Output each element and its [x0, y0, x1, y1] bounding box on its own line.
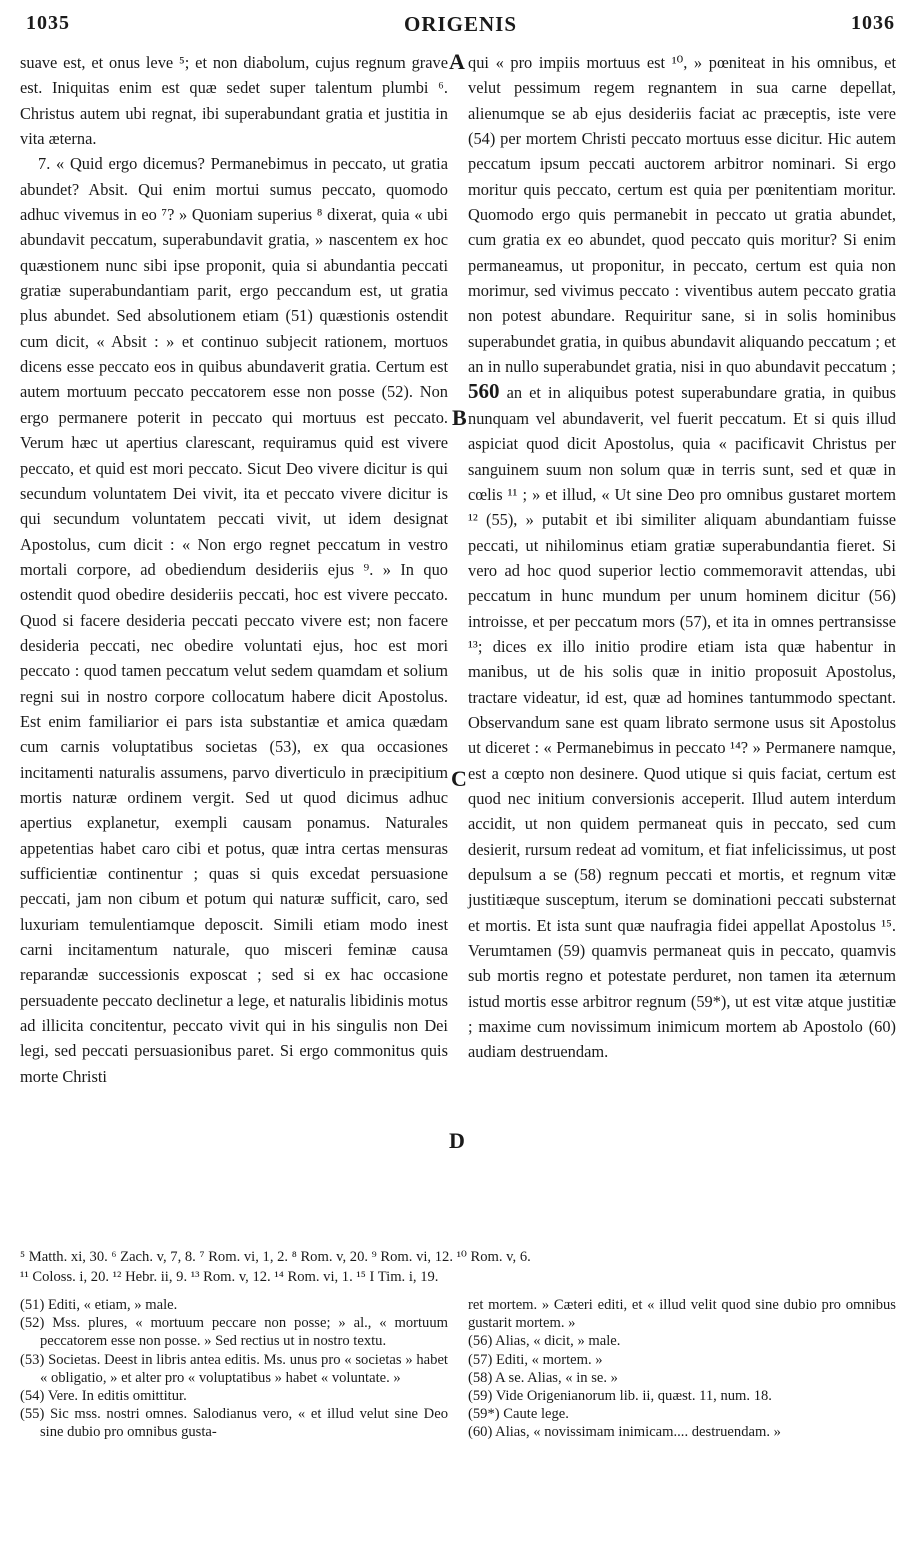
scripture-references: [20, 1248, 896, 1287]
left-paragraph-2: 7. « Quid ergo dicemus? Permanebimus in peccato, ut gratia abundet? Absit. Qui enim mortui sumus peccato, quomodo adhuc vivemus in eo ⁷? » Quoniam superius ⁸ dixerat, quia « ubi abundavit peccatum, superabundavit gratia, » nascentem ex hoc quæstionem nunc sibi ipse proponit, quia si abundantia peccati gratiæ superabundantiam parit, ergo peccandum est, ut gratia plus abundet. Sed absolutionem etiam (51) quæstionis ostendit cum dicit, « Absit : » et continuo subjecit rationem, mortuos dicens esse peccato eos in quibus abundaverit gratia. Certum est autem mortuum peccato peccatorem esse non posse (52). Non ergo permanere poterit in peccato qui mortuus est peccato. Verum hæc ut apertius clarescant, requiramus quid est vivere peccato, et quid est mori peccato. Sicut Deo vivere dicitur is qui secundum voluntatem Dei vivit, ita et peccato vivere dicitur is qui secundum voluntatem peccati vivit, ut idem designat Apostolus, cum dicit : « Non ergo regnet peccatum in vestro mortali corpore, ad obediendum desideriis ejus ⁹. » In quo ostendit quod obedire desideriis peccati, hoc est vivere peccato. Quod si facere desideria peccati peccato vivere est; non facere desideria peccati, nec obedire voluntati ejus, hoc est mori peccato : quod tamen peccatum velut sedem quamdam et solium regni sui in nostro corpore collocatum habere dicit Apostolus. Est enim familiarior ei pars ista substantiæ et amica quædam cum carnis voluptatibus societas (53), ex qua occasiones incitamenti naturalis assumens, parvo diverticulo in præcipitium mortis naturæ ordinem vergit. Sed ut quod dicimus adhuc apertius explanetur, exempli causam ponamus. Naturales appetentias habet caro cibi et potus, quæ intra certas mensuras sufficientiæ continentur ; quas si quis excedat persuasione peccati, jam non cibum et potum qui naturæ sufficit, caro, sed luxuriam temulentiamque deposcit. Simili etiam modo inest carni incitamentum naturale, quo misceri feminæ causa reparandæ successionis exposcat ; sed si ex hac occasione persuadente peccato declinetur a lege, et naturalis libidinis motus ad illicita concitentur, peccato vivit qui in his singulis non Dei legi, sed peccati persuasionibus paret. Si ergo commonitus quis morte Christi: [20, 154, 448, 1086]
footnote-58: (58) A se. Alias, « in se. »: [468, 1369, 618, 1386]
left-paragraph-1: suave est, et onus leve ⁵; et non diabolum, cujus regnum grave est. Iniquitas enim est quæ sedet super talentum plumbi ⁶. Christus autem ubi regnat, ibi superabundant gratia et justitia in vita æterna.: [20, 53, 448, 149]
footnote-59-star: (59*) Caute lege.: [468, 1406, 569, 1423]
footnotes-left: [20, 1296, 448, 1442]
right-paragraph-1: [468, 50, 896, 1065]
column-number: 560: [468, 379, 500, 404]
footnote-54: (54) Vere. In editis omittitur.: [20, 1388, 187, 1405]
reference-line-2: ¹¹ Coloss. i, 20. ¹² Hebr. ii, 9. ¹³ Rom. v, 12. ¹⁴ Rom. vi, 1. ¹⁵ I Tim. i, 19.: [20, 1268, 439, 1285]
footnotes-right: [468, 1296, 896, 1442]
section-marker-d: D: [449, 1128, 465, 1153]
reference-line-1: ⁵ Matth. xi, 30. ⁶ Zach. v, 7, 8. ⁷ Rom. vi, 1, 2. ⁸ Rom. v, 20. ⁹ Rom. vi, 12. ¹⁰ Rom. v, 6.: [20, 1249, 531, 1265]
footnote-56: (56) Alias, « dicit, » male.: [468, 1333, 621, 1350]
section-marker-a: A: [449, 49, 465, 74]
running-title: ORIGENIS: [403, 12, 518, 36]
right-text-column: [468, 50, 896, 1065]
footnote-52: (52) Mss. plures, « mortuum peccare non posse; » al., « mortuum peccatorem esse non posse. » Sed rectius ut in nostro textu.: [20, 1315, 448, 1350]
footnote-60: (60) Alias, « novissimam inimicam.... destruendam. »: [468, 1424, 781, 1441]
footnote-59: (59) Vide Origenianorum lib. ii, quæst. 11, num. 18.: [468, 1388, 772, 1405]
right-text-part-1: qui « pro impiis mortuus est ¹⁰, » pœniteat in his omnibus, et velut pessimum regem regnantem in sua carne depellat, alienumque se ab ejus desideriis faciat ac præceptis, iste vere (54) per mortem Christi peccato mortuus esse dicitur. Hic autem peccatum ipsum peccati auctorem arbitror nominari. Si ergo moritur quis peccato, certum est quia per pœnitentiam moritur. Quomodo ergo quis permanebit in peccato ut gratia abundet, cum gratia ex eo abundet, quod peccato quis moritur? Si enim permaneamus, ut proponitur, in peccato, certum est quia non morimur, sed vivimus peccato : viventibus autem peccato gratia non potest abundare. Requiritur sane, si in solis hominibus superabundet gratia, in quibus abundavit aliquando peccatum ; et an in nullo superabundet gratia, nisi in quo abundavit peccatum ;: [468, 53, 896, 377]
left-text-column: [20, 50, 448, 1089]
footnote-57: (57) Editi, « mortem. »: [468, 1351, 603, 1368]
footnote-53: (53) Societas. Deest in libris antea editis. Ms. unus pro « societas » habet « obligatio, » et alter pro « voluptatibus » habet « voluntate. »: [20, 1351, 448, 1386]
footnote-55-continued: ret mortem. » Cæteri editi, et « illud velit quod sine dubio pro omnibus gustarit mortem. »: [468, 1297, 896, 1332]
right-text-part-2: an et in aliquibus potest superabundare gratia, in quibus nunquam vel abundaverit, vel fuerit peccatum. Et si quis illud aspiciat quod dicit Apostolus, quia « pacificavit Christus per sanguinem suum non solum quæ in terris sunt, sed et quæ in cœlis ¹¹ ; » et illud, « Ut sine Deo pro omnibus gustaret mortem ¹² (55), » putabit et ibi similiter aliquam abundantiam fuisse peccati, ut nihilominus etiam gratiæ superabundantia fieret. Si vero ad hoc quod superior lectio commemoravit attendas, ubi peccatum in hunc mundum per unum hominem dicitur (56) introisse, et per peccatum mors (57), et ita in omnes pertransisse ¹³; dices ex illo initio prodire etiam ista quæ habentur in manibus, ut de his solis quæ in initio proposuit Apostolus, tractare videatur, id est, quæ ad homines tantummodo spectant. Observandum sane est quam librato sermone usus sit Apostolus ut diceret : « Permanebimus in peccato ¹⁴? » Permanere namque, est a cœpto non desinere. Quod utique si quis faciat, certum est quod nec initium conversionis acceperit. Illud autem interdum accidit, ut non quidem permaneat quis in peccato, sed cum desierit, rursum redeat ad vomitum, et fiat infelicissimus, ut post depulsum a se (58) regnum peccati et mortis, et regnum vitæ justitiæque susceptum, iterum se dominationi peccati substernat et mortis. Et ista sunt quæ naufragia fidei appellat Apostolus ¹⁵. Verumtamen (59) quamvis permaneat quis in peccato, quamvis sub mortis regno et potestate perduret, non tamen ita æternum istud mortis esse arbitror regnum (59*), ut est vitæ atque justitiæ ; maxime cum novissimum inimicum mortem ab Apostolo (60) audiam destruendam.: [468, 383, 896, 1062]
page-header: [26, 12, 895, 42]
section-marker-b: B: [452, 405, 467, 430]
footnote-51: (51) Editi, « etiam, » male.: [20, 1297, 178, 1313]
footnote-55: (55) Sic mss. nostri omnes. Salodianus vero, « et illud velut sine Deo sine dubio pro omnibus gusta-: [20, 1406, 448, 1441]
section-marker-c: C: [451, 766, 467, 791]
left-page-number: 1035: [26, 12, 70, 34]
right-page-number: 1036: [851, 12, 895, 34]
